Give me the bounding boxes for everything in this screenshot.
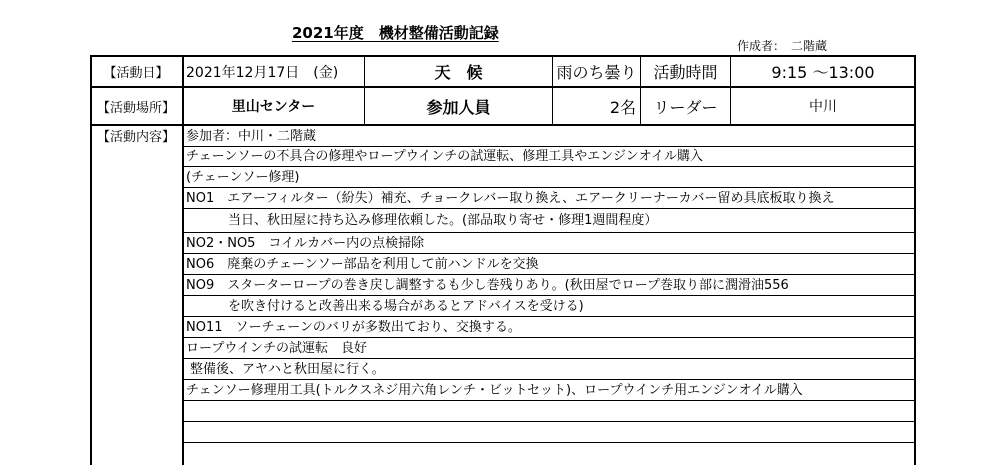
content-line: 整備後、アヤハと秋田屋に行く。 (190, 362, 385, 377)
content-line: ロープウインチの試運転 良好 (186, 341, 367, 356)
place-label: 【活動場所】 (96, 100, 175, 116)
content-row-line (183, 442, 915, 443)
page-title: 2021年度 機材整備活動記録 (292, 24, 499, 42)
members-label: 参加人員 (426, 97, 491, 117)
content-line: NO11 ソーチェーンのバリが多数出ており、交換する。 (186, 320, 521, 335)
content-line: 当日、秋田屋に持ち込み修理依頼した。(部品取り寄せ・修理1週間程度） (228, 213, 658, 228)
content-line (184, 402, 914, 421)
content-line (184, 444, 914, 463)
members-value: 2名 (609, 97, 636, 117)
weather-label: 天 候 (434, 63, 483, 82)
content-line: (チェーンソー修理) (186, 170, 300, 185)
leader-value: 中川 (809, 99, 837, 115)
place-value: 里山センター (231, 99, 316, 115)
content-line: 参加者：中川・二階蔵 (186, 129, 317, 144)
time-label: 活動時間 (653, 63, 718, 82)
content-line: チェーンソーの不具合の修理やロープウインチの試運転、修理工具やエンジンオイル購入 (186, 149, 704, 164)
content-row-line (183, 166, 915, 167)
content-row-line (183, 295, 915, 296)
content-line: NO6 廃棄のチェーンソー部品を利用して前ハンドルを交換 (186, 257, 539, 272)
content-line: NO9 スターターロープの巻き戻し調整するも少し巻残りあり。(秋田屋でロープ巻取り部に潤滑油556 (186, 278, 789, 293)
time-value: 9:15 ～13:00 (771, 63, 875, 82)
content-line: チェンソー修理用工具(トルクスネジ用六角レンチ・ビットセット)、ロープウインチ用エンジンオイル購入 (186, 383, 803, 398)
content-row-line (183, 337, 915, 338)
content-row-line (183, 358, 915, 359)
author: 作成者： 二階蔵 (737, 39, 828, 53)
content-label: 【活動内容】 (96, 130, 175, 145)
weather-value: 雨のち曇り (556, 63, 637, 82)
row-divider (90, 124, 916, 126)
content-line: を吹き付けると改善出来る場合があるとアドバイスを受ける) (228, 299, 584, 314)
content-row-line (183, 274, 915, 275)
content-row-line (183, 253, 915, 254)
content-line: NO1 エアーフィルター（紛失）補充、チョークレバー取り換え、エアークリーナーカバー留め具底板取り換え (186, 191, 835, 206)
content-row-line (183, 316, 915, 317)
content-row-line (183, 379, 915, 380)
content-row-line (183, 232, 915, 233)
content-line (184, 423, 914, 442)
date-value: 2021年12月17日 (金) (186, 64, 339, 81)
content-row-line (183, 208, 915, 209)
leader-label: リーダー (653, 97, 718, 117)
content-line: NO2・NO5 コイルカバー内の点検掃除 (186, 236, 425, 251)
date-label: 【活動日】 (103, 66, 169, 81)
content-row-line (183, 421, 915, 422)
content-row-line (183, 400, 915, 401)
content-row-line (183, 187, 915, 188)
